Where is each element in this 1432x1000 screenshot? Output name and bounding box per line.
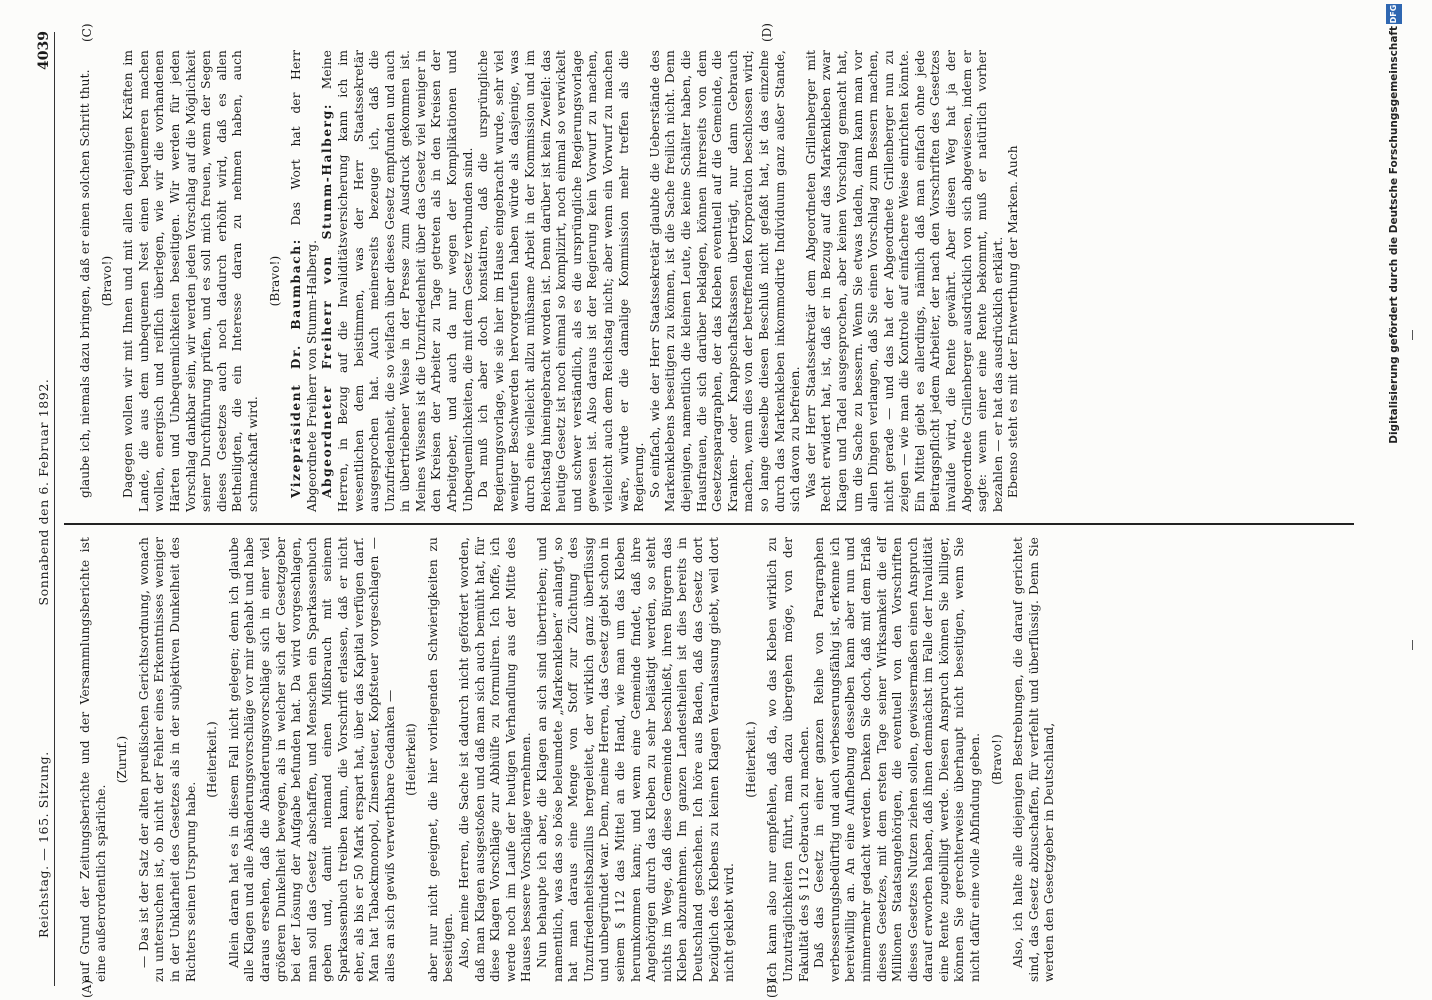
edge-tick <box>1412 330 1413 340</box>
interjection: (Heiterkeit.) <box>743 721 758 798</box>
dfg-logo: DFG <box>1386 4 1402 24</box>
header-date: Sonnabend den 6. Februar 1892. <box>36 378 51 606</box>
paragraph: auf Grund der Zeitungsberichte und der Versammlungsberichte ist eine außerordentlich spärliche. <box>78 537 108 982</box>
paragraph: aber nur nicht geeignet, die hier vorliegenden Schwierigkeiten zu beseitigen. <box>425 537 456 982</box>
paragraph: Da muß ich aber doch konstatiren, daß die ursprüngliche Regierungsvorlage, wie sie hier im Hause eingebracht wurde, sehr viel weniger Beschwerden hervorgerufen haben würde als dasjenige, was durch eine vielleicht allzu mühsame Arbeit in der Kommission und im Reichstag hineingebracht worden ist. Denn darüber ist kein Zweifel: das heutige Gesetz ist noch einmal so komplizirt, noch einmal so verwickelt und schwer verständlich, als es die ursprüngliche Regierungsvorlage gewesen ist. Also daraus ist der Regierung kein Vorwurf zu machen, vielleicht auch dem Reichstag nicht; aber wenn ein Vorwurf zu machen wäre, würde er die damalige Kommission mehr treffen als die Regierung. <box>476 50 647 512</box>
column-divider <box>64 523 1354 525</box>
paragraph: Also, ich halte alle diejenigen Bestrebungen, die darauf gerichtet sind, das Gesetz abzuschaffen, für verfehlt und überflüssig. Denn Sie werden den Gesetzgeber in Deutschland, <box>1011 537 1057 982</box>
left-text-column <box>78 537 1058 982</box>
interjection: (Zuruf.) <box>115 735 130 784</box>
header-rule <box>54 32 55 986</box>
interjection: (Heiterkeit.) <box>205 721 220 798</box>
paragraph: Abgeordneter Freiherr von Stumm-Halberg: Meine Herren, in Bezug auf die Invaliditätsversicherung kann ich im wesentlichen dem beistimmen, was der Herr Staatssekretär ausgesprochen hat. Auch meinerseits bezeuge ich, daß die Unzufriedenheit, die so vielfach über dieses Gesetz empfunden und auch in übertriebener Weise in der Presse zum Ausdruck gekommen ist. Meines Wissens ist die Unzufriedenheit über das Gesetz viel weniger in den Kreisen der Arbeiter zu Tage getreten als in den Kreisen der Arbeitgeber, und auch da nur wegen der Komplikationen und Unbequemlichkeiten, die mit dem Gesetz verbunden sind. <box>320 50 475 512</box>
paragraph: Also, meine Herren, die Sache ist dadurch nicht gefördert worden, daß man Klagen ausgestoßen und daß man sich auch bemüht hat, für diese Klagen Vorschläge zur Abhülfe zu formuliren. Ich hoffe, ich werde noch im Laufe der heutigen Verhandlung aus der Mitte des Hauses bessere Vorschläge vernehmen. <box>457 537 534 982</box>
paragraph: Dagegen wollen wir mit Ihnen und mit allen denjenigen Kräften im Lande, die aus dem unbequemen Nest einen bequemeren machen wollen, energisch und reiflich überlegen, wie wir die vorhandenen Härten und Unbequemlichkeiten beseitigen. Wir werden für jeden Vorschlag dankbar sein, wir werden jeden Vorschlag auf die Möglichkeit seiner Durchführung prüfen, und es soll mich freuen, wenn der Segen dieses Gesetzes auch noch dadurch erhöht wird, daß es allen Betheiligten, die ein Interesse daran zu nehmen haben, auch schmackhaft wird. <box>121 50 260 512</box>
paragraph: — Das ist der Satz der alten preußischen Gerichtsordnung, wonach zu untersuchen ist, ob nicht der Fehler eines Erkenntnisses weniger in der Unklarheit des Gesetzes als in der subjektiven Dunkelheit des Richters seinen Ursprung habe. <box>136 537 198 982</box>
paragraph: Ich kann also nur empfehlen, daß da, wo das Kleben wirklich zu Unzuträglichkeiten führt, man dazu übergehen möge, von der Fakultät des § 112 Gebrauch zu machen. <box>765 537 811 982</box>
margin-mark-a: (A) <box>80 979 94 998</box>
paragraph: Vizepräsident Dr. Baumbach: Das Wort hat der Herr Abgeordnete Freiherr von Stumm-Halberg. <box>289 49 319 512</box>
margin-mark-c: (C) <box>80 23 94 42</box>
paragraph: glaube ich, niemals dazu bringen, daß er einen solchen Schritt thut. <box>78 69 92 498</box>
margin-mark-b: (B) <box>765 979 779 998</box>
page-number: 4039 <box>36 31 52 70</box>
paragraph: Was der Herr Staatssekretär dem Abgeordneten Grillenberger mit Recht erwidert hat, ist, daß er in Bezug auf das Markenkleben zwar Klagen und Tadel ausgesprochen, aber keinen Vorschlag gemacht hat, um die Sache zu bessern. Wenn Sie etwas tadeln, dann kann man vor allen Dingen verlangen, daß Sie einen Vorschlag zum Bessern machen, nicht gerade — und das hat der Abgeordnete Grillenberger nun zu zeigen — wie man die Kontrole auf einfachere Weise einrichten könnte. Ein Mittel giebt es allerdings, nämlich daß man einfach ohne jede Beitragspflicht jedem Arbeiter, der nach den Vorschriften des Gesetzes invalide wird, die Rente gewährt. Aber diesen Weg hat ja der Abgeordnete Grillenberger ausdrücklich von sich abgewiesen, indem er sagte: wenn einer eine Rente bekommt, muß er natürlich vorher bezahlen — er hat das ausdrücklich erklärt. <box>803 50 1005 512</box>
paragraph: Allein daran hat es in diesem Fall nicht gelegen; denn ich glaube alle Klagen und alle Abänderungsvorschläge vor mir gehabt und habe daraus ersehen, daß die Abänderungsvorschläge sich in einer viel größeren Dunkelheit bewegen, als in welcher sich der Gesetzgeber bei der Lösung der Aufgabe befunden hat. Da wird vorgeschlagen, man soll das Gesetz abschaffen, und Menschen ein Sparkassenbuch geben und, damit niemand einen Mißbrauch mit seinem Sparkassenbuch treiben kann, die Vorschrift erlassen, daß er nicht eher, als bis er 50 Mark erspart hat, über das Kapital verfügen darf. Man hat Tabackmonopol, Zinsensteuer, Kopfsteuer vorgeschlagen — alles an sich gewiß verwerthbare Gedanken — <box>226 537 397 982</box>
paragraph: Daß das Gesetz in einer ganzen Reihe von Paragraphen verbesserungsbedürftig und auch verbesserungsfähig ist, erkenne ich bereitwillig an. An eine Aufhebung desselben kann aber nun und nimmermehr gedacht werden. Denken Sie doch, daß mit dem Erlaß dieses Gesetzes, mit dem ersten Tage seiner Wirksamkeit die elf Millionen Staatsangehörigen, die eventuell von den Vorschriften dieses Gesetzes Nutzen ziehen sollen, gewissermaßen einen Anspruch darauf erworben haben, daß ihnen demnächst im Falle der Invalidität eine Rente zugebilligt werde. Diesen Anspruch können Sie billiger, können Sie gerechterweise überhaupt nicht beseitigen, wenn Sie nicht dafür eine volle Abfindung geben. <box>812 537 983 982</box>
paragraph: So einfach, wie der Herr Staatssekretär glaubte die Ueberstände des Markenklebens beseitigen zu können, ist die Sache freilich nicht. Denn diejenigen, namentlich die kleinen Leute, die keine Schälter haben, die Hausfrauen, die sich darüber beklagen, können ihrerseits von dem Gesetzesparagraphen, der das Kleben eventuell auf die Gemeinde, die Kranken- oder Knappschaftskassen überträgt, nur dann Gebrauch machen, wenn dies von der betreffenden Korporation beschlossen wird; so lange dieselbe diesen Beschluß nicht gefaßt hat, ist das einzelne durch das Markenkleben inkommodirte Individuum ganz außer Stande, sich davon zu befreien. <box>647 50 803 512</box>
interjection: (Heiterkeit) <box>404 723 419 796</box>
margin-mark-d: (D) <box>760 23 774 42</box>
edge-tick <box>1412 640 1413 650</box>
speaker-name: Vizepräsident Dr. Baumbach: <box>289 238 304 498</box>
speaker-name: Abgeordneter Freiherr von Stumm-Halberg: <box>320 103 335 498</box>
digitization-credit: Digitalisierung gefördert durch die Deutsche Forschungsgemeinschaft <box>1388 26 1400 444</box>
right-text-column <box>78 50 1022 512</box>
interjection: (Bravo!) <box>989 734 1004 785</box>
interjection: (Bravo!) <box>99 255 114 307</box>
interjection: (Bravo!) <box>267 255 282 307</box>
paragraph: Nun behaupte ich aber, die Klagen an sich sind übertrieben; und namentlich, was das so böse beleumdete „Markenkleben“ anlangt, so hat man daraus eine Menge von Stoff zur Züchtung des Unzufriedenheitsbazillus hergeleitet, der wirklich ganz überflüssig und unbegründet war. Denn, meine Herren, das Gesetz giebt schon in seinem § 112 das Mittel an die Hand, wie man um das Kleben herumkommen kann; und wenn eine Gemeinde findet, daß ihre Angehörigen durch das Kleben zu sehr belästigt werden, so steht nichts im Wege, daß diese Gemeinde beschließt, ihren Bürgern das Kleben abzunehmen. Im ganzen Landestheilen ist dies bereits in Deutschland geschehen. Ich höre aus Baden, daß das Gesetz dort bezüglich des Klebens zu keinen Klagen Veranlassung giebt, weil dort nicht geklebt wird. <box>535 537 737 982</box>
header-session: Reichstag. — 165. Sitzung. <box>36 751 51 938</box>
paragraph: Ebenso steht es mit der Entwerthung der Marken. Auch <box>1006 145 1021 498</box>
